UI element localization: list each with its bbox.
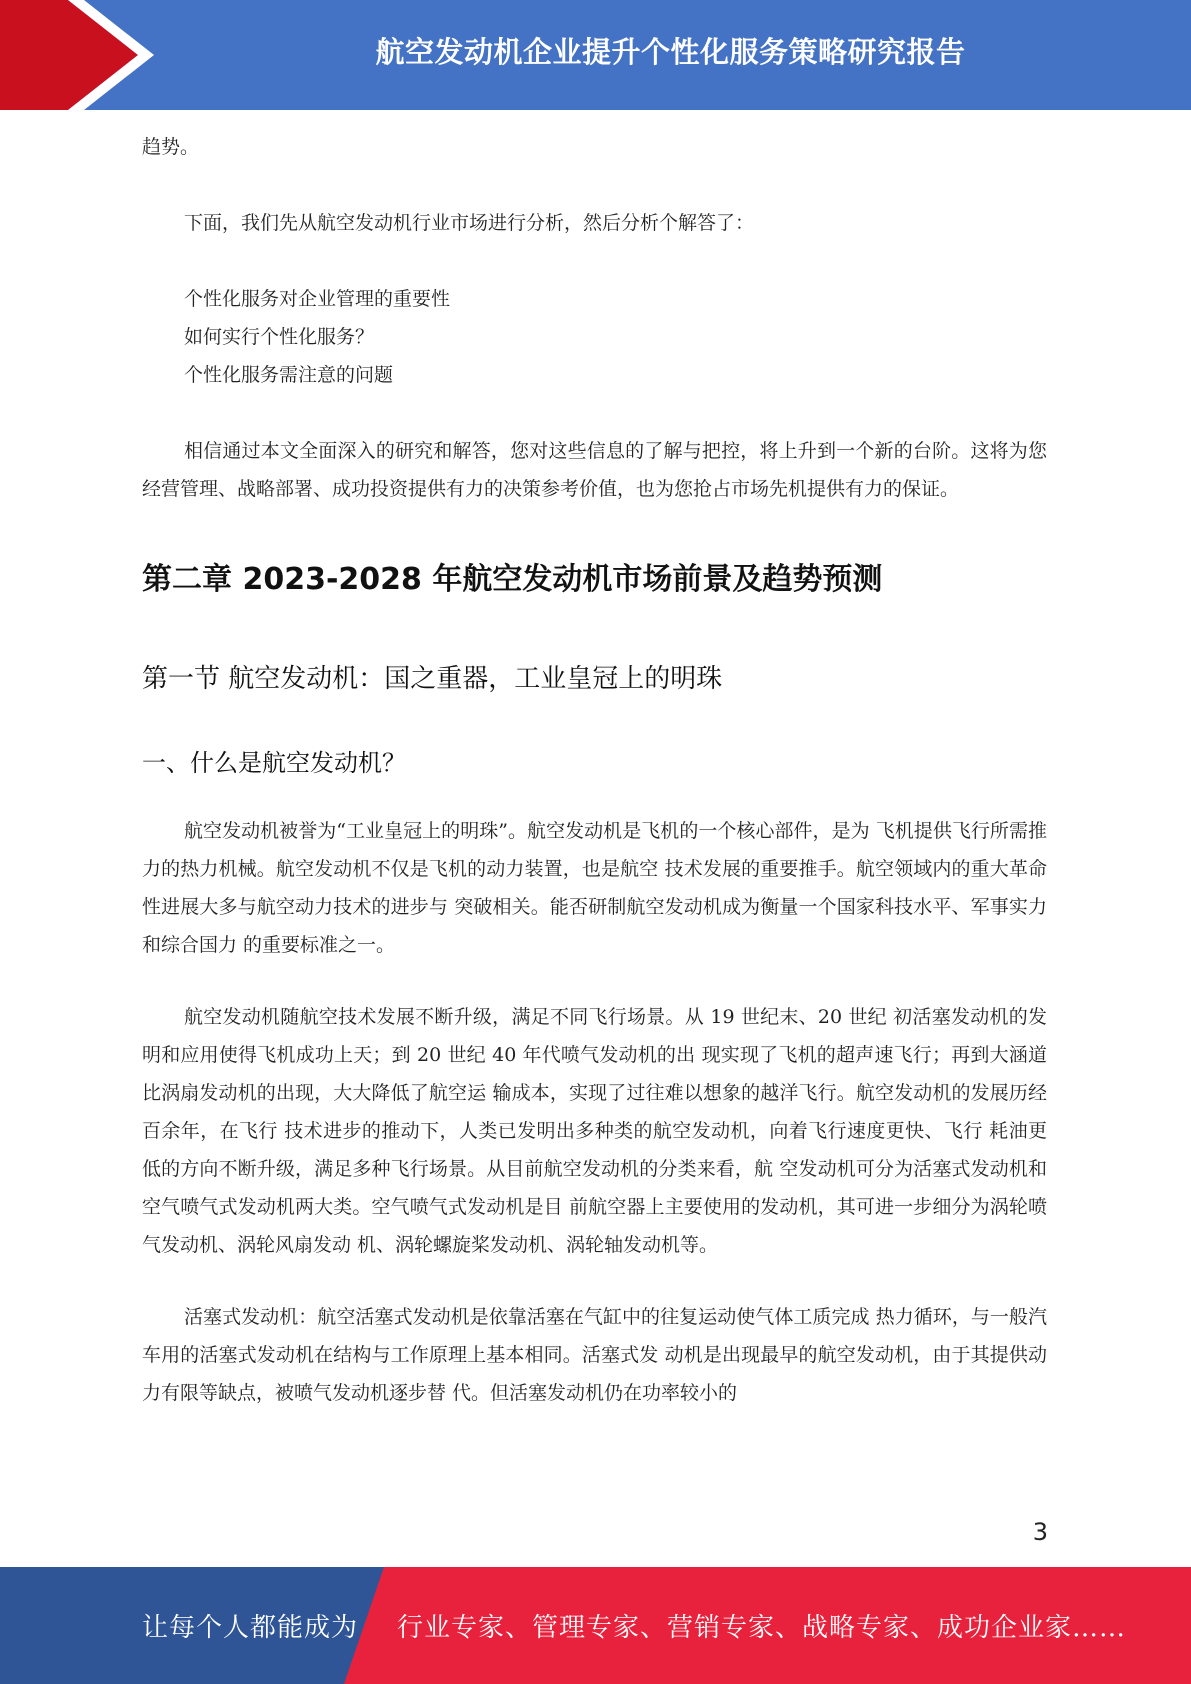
paragraph-piston-engine: 活塞式发动机：航空活塞式发动机是依靠活塞在气缸中的往复运动使气体工质完成 热力循环，与一般汽车用的活塞式发动机在结构与工作原理上基本相同。活塞式发 动机是出现最早的航空发动机，由于其提供动力有限等缺点，被喷气发动机逐步替 代。但活塞发动机仍在功率较小的: [142, 1306, 1047, 1404]
header-arrow-decoration: [0, 0, 160, 110]
page-header: [0, 0, 1191, 110]
paragraph-believe: 相信通过本文全面深入的研究和解答，您对这些信息的了解与把控，将上升到一个新的台阶。这将为您经营管理、战略部署、成功投资提供有力的决策参考价值，也为您抢占市场先机提供有力的保证。: [142, 440, 1047, 500]
list-item: 个性化服务对企业管理的重要性: [184, 288, 451, 310]
footer-slogan-left: 让每个人都能成为: [142, 1613, 359, 1643]
list-item: 如何实行个性化服务？: [184, 326, 375, 348]
report-title: 航空发动机企业提升个性化服务策略研究报告: [375, 34, 966, 69]
paragraph-intro: 下面，我们先从航空发动机行业市场进行分析，然后分析个解答了：: [184, 212, 755, 234]
paragraph-trend: 趋势。: [142, 136, 200, 158]
paragraph-development: 航空发动机随航空技术发展不断升级，满足不同飞行场景。从 19 世纪末、20 世纪 初活塞发动机的发明和应用使得飞机成功上天；到 20 世纪 40 年代喷气发动机的出 现实现了飞机的超声速飞行；再到大涵道比涡扇发动机的出现，大大降低了航空运 输成本，实现了过往难以想象的越洋飞行。航空发动机的发展历经百余年，在飞行 技术进步的推动下，人类已发明出多种类的航空发动机，向着飞行速度更快、飞行 耗油更低的方向不断升级，满足多种飞行场景。从目前航空发动机的分类来看，航 空发动机可分为活塞式发动机和空气喷气式发动机两大类。空气喷气式发动机是目 前航空器上主要使用的发动机，其可进一步细分为涡轮喷气发动机、涡轮风扇发动 机、涡轮螺旋桨发动机、涡轮轴发动机等。: [142, 1006, 1047, 1256]
page-number: 3: [1032, 1518, 1048, 1546]
paragraph-definition: 航空发动机被誉为“工业皇冠上的明珠”。航空发动机是飞机的一个核心部件，是为 飞机提供飞行所需推力的热力机械。航空发动机不仅是飞机的动力装置，也是航空 技术发展的重要推手。航空领域内的重大革命性进展大多与航空动力技术的进步与 突破相关。能否研制航空发动机成为衡量一个国家科技水平、军事实力和综合国力 的重要标准之一。: [142, 820, 1047, 956]
topic-list: [142, 280, 1047, 394]
subsection-title: 一、什么是航空发动机？: [142, 749, 406, 777]
section-title: 第一节 航空发动机：国之重器，工业皇冠上的明珠: [142, 664, 723, 694]
list-item: 个性化服务需注意的问题: [184, 364, 394, 386]
document-body: [142, 110, 1047, 1412]
footer-slogan-right: 行业专家、管理专家、营销专家、战略专家、成功企业家……: [397, 1613, 1127, 1643]
chapter-title: 第二章 2023-2028 年航空发动机市场前景及趋势预测: [142, 562, 883, 597]
page-footer: [0, 1567, 1191, 1684]
